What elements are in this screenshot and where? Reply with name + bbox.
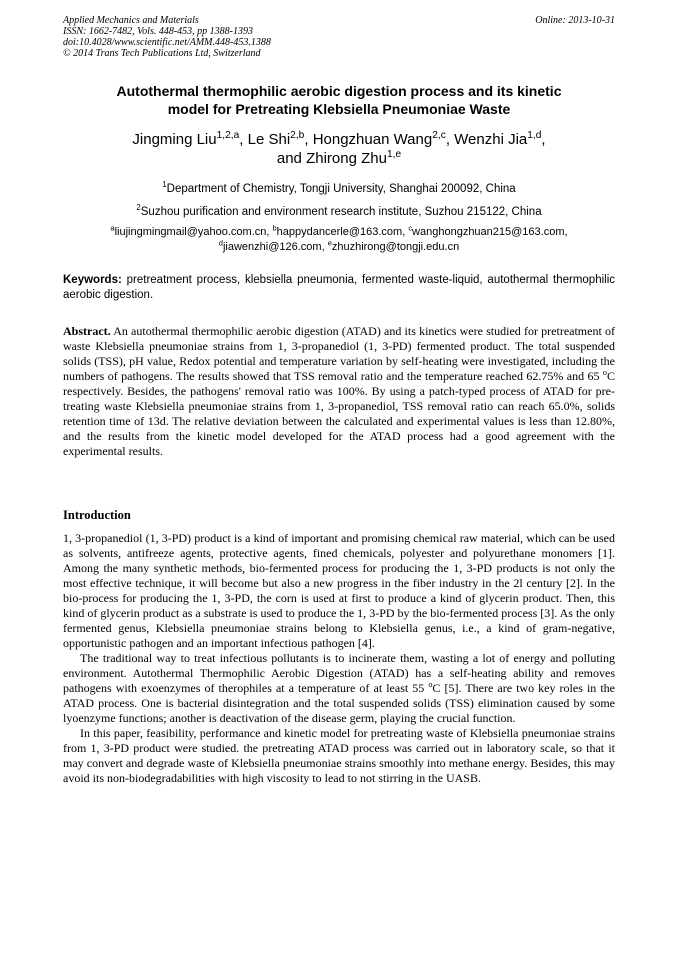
section-heading-introduction: Introduction <box>63 508 131 522</box>
title-line-2: model for Pretreating Klebsiella Pneumoniae Waste <box>167 101 511 117</box>
email-entry <box>327 238 460 253</box>
online-date: Online: 2013-10-31 <box>535 15 615 26</box>
email-address[interactable]: zhuzhirong@tongji.edu.cn <box>331 241 460 253</box>
email-letter: d <box>218 238 223 248</box>
email-entry <box>110 223 273 238</box>
email-address[interactable]: liujingmingmail@yahoo.com.cn <box>114 226 267 238</box>
author-superscript: 1,e <box>386 149 402 160</box>
paper-title <box>63 82 615 118</box>
author-separator: , <box>541 131 546 148</box>
abstract-text: An autothermal thermophilic aerobic digestion (ATAD) and its kinetics were studied for pretreatment of waste Klebsiella pneumoniae strains from 1, 3-propanediol (1, 3-PD) fermented product. The total suspended solids (TSS), pH value, Redox potential and temperature variation by self-heating were investigated, including the numbers of pathogens. The results showed that TSS removal ratio and the temperature reached 62.75% and 65 <box>63 324 615 383</box>
abstract-block <box>63 324 615 459</box>
author-separator: , <box>304 131 313 148</box>
affiliation-2 <box>63 205 615 219</box>
author-name: and Zhirong Zhu <box>276 150 387 167</box>
journal-name: Applied Mechanics and Materials <box>63 15 199 26</box>
author-name: Wenzhi Jia <box>454 131 528 148</box>
author-superscript: 1,2,a <box>216 130 240 141</box>
author-separator: , <box>239 131 248 148</box>
intro-paragraph-3: In this paper, feasibility, performance and kinetic model for pretreating waste of Klebsiella pneumoniae strains from 1, 3-PD product were studied. the pretreating ATAD process was carried out in laboratory scale, so that it may convert and degrade waste of Klebsiella pneumoniae strains smoothly into methane energy. Besides, this may avoid its non-biodegradabilities with high viscosity to lead to not stirring in the UASB. <box>63 726 615 785</box>
title-line-1: Autothermal thermophilic aerobic digestion process and its kinetic <box>116 83 562 99</box>
affiliation-text: Department of Chemistry, Tongji University, Shanghai 200092, China <box>166 183 516 195</box>
abstract-label: Abstract. <box>63 324 111 338</box>
intro-paragraph-1: 1, 3-propanediol (1, 3-PD) product is a kind of important and promising chemical raw material, which can be used as solvents, antifreeze agents, protective agents, fined chemicals, polyester and polyurethane monomers [1]. Among the many synthetic methods, bio-fermented process for producing the 1, 3-PD products is not only the most effective technique, it will become but also a new progress in the fiber industry in the 2l century [2]. In the bio-process for producing the 1, 3-PD, the corn is used at first to produce a kind of glycerin product. Then, this kind of glycerin product as a substrate is used to produce the 1, 3-PD by the bio-fermented process [3]. As the only fermented genus, Klebsiella pneumoniae strains belong to Klebsiella genus, i.e., a kind of gram-negative, opportunistic pathogen and an important infectious pathogen [4]. <box>63 531 615 650</box>
email-entry <box>272 223 409 238</box>
author-superscript: 2,b <box>290 130 305 141</box>
introduction-body <box>63 531 615 786</box>
email-address[interactable]: jiawenzhi@126.com <box>222 241 322 253</box>
author-separator: , <box>445 131 455 148</box>
author <box>313 131 454 148</box>
email-letter: e <box>327 238 332 248</box>
affiliation-number: 1 <box>162 180 167 190</box>
intro-paragraph-2-text: The traditional way to treat infectious pollutants is to incinerate them, wasting a lot of energy and polluting environment. Autothermal Thermophilic Aerobic Digestion (ATAD) has a self-heating ability and removes pathogens with exoenzymes of therophiles at a temperature of at least 55 <box>63 651 615 695</box>
issn-line: ISSN: 1662-7482, Vols. 448-453, pp 1388-1393 <box>63 26 253 37</box>
author-superscript: 2,c <box>432 130 446 141</box>
degree-mark: o <box>428 680 433 689</box>
author-name: Le Shi <box>247 131 291 148</box>
email-entry <box>408 223 568 238</box>
email-address[interactable]: happydancerle@163.com <box>276 226 403 238</box>
affiliation-number: 2 <box>136 203 141 213</box>
abstract-text-continued: C respectively. Besides, the pathogens' removal ratio was 100%. By using a patch-typed process of ATAD for pre-treating waste Klebsiella pneumoniae strains from 1, 3-propanediol, TSS removal ratio can reach 65.0%, solids retention time of 13d. The relative deviation between the calculated and experimental values is less than 12.80%, and the results from the kinetic model developed for the ATAD process had a good agreement with the experimental results. <box>63 369 615 458</box>
affiliation-text: Suzhou purification and environment research institute, Suzhou 215122, China <box>140 206 542 218</box>
author-name: Hongzhuan Wang <box>312 131 433 148</box>
author-list <box>63 130 615 168</box>
email-separator: , <box>266 226 273 238</box>
author-superscript: 1,d <box>527 130 542 141</box>
author-name: Jingming Liu <box>132 131 217 148</box>
degree-mark: o <box>602 368 607 377</box>
keywords-label: Keywords: <box>63 274 122 286</box>
email-list <box>63 225 615 255</box>
email-entry <box>218 238 328 253</box>
email-letter: b <box>272 223 277 233</box>
keywords-block <box>63 273 615 303</box>
email-address[interactable]: wanghongzhuan215@163.com <box>412 226 565 238</box>
author <box>454 131 545 148</box>
email-letter: a <box>110 223 115 233</box>
intro-paragraph-2-text-continued: C [5]. There are two key roles in the ATAD process. One is bacterial disintegration and the total suspended solids (TSS) elimination caused by some lyoenzyme functions; another is deactivation of the disease germ, playing the crucial function. <box>63 681 615 725</box>
doi-line: doi:10.4028/www.scientific.net/AMM.448-453.1388 <box>63 37 271 48</box>
author <box>132 131 247 148</box>
intro-paragraph-2 <box>63 651 615 726</box>
email-letter: c <box>408 223 413 233</box>
email-separator: , <box>564 226 568 238</box>
author <box>248 131 313 148</box>
journal-header <box>63 15 615 59</box>
email-separator: , <box>402 226 409 238</box>
copyright-line: © 2014 Trans Tech Publications Ltd, Switzerland <box>63 48 261 59</box>
affiliation-1 <box>63 182 615 196</box>
author <box>277 150 401 167</box>
email-separator: , <box>321 241 328 253</box>
keywords-text: pretreatment process, klebsiella pneumonia, fermented waste-liquid, autothermal thermophilic aerobic digestion. <box>63 274 615 301</box>
